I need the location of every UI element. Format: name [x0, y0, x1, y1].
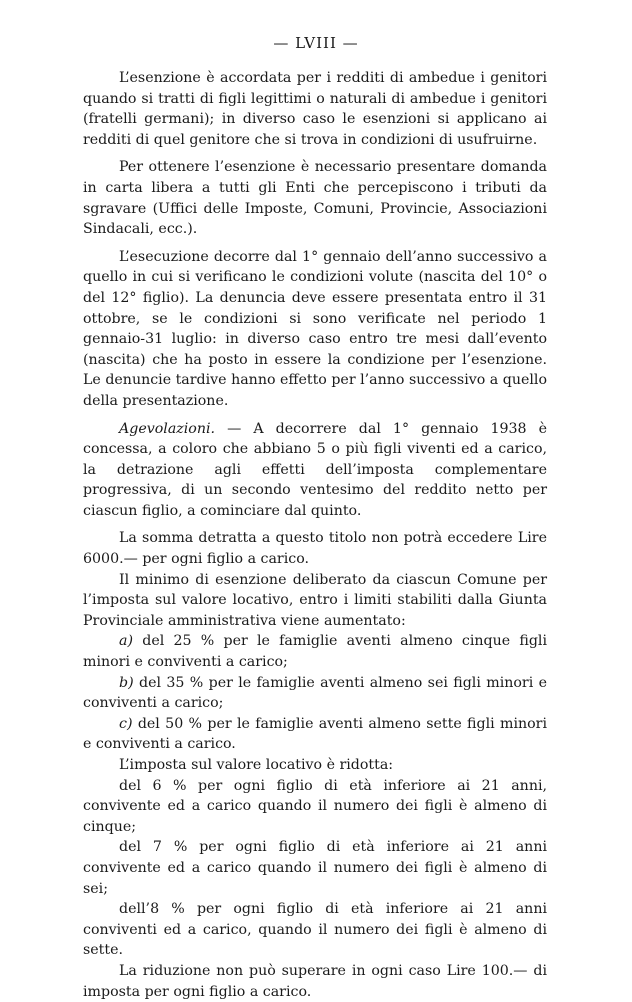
- list-text: del 35 % per le famiglie aventi almeno sei figli minori e conviventi a carico;: [83, 674, 547, 712]
- reduction-item: del 6 % per ogni figlio di età inferiore ai 21 anni, convivente ed a carico quando il numero dei figli è almeno di cinque;: [83, 777, 547, 835]
- paragraph: Per ottenere l’esenzione è necessario presentare domanda in carta libera a tutti gli Enti che percepiscono i tributi da sgravare (Uffici delle Imposte, Comuni, Provincie, Associazioni Sindacali, ecc.).: [83, 159, 547, 238]
- list-text: del 25 % per le famiglie aventi almeno cinque figli minori e conviventi a carico;: [83, 633, 547, 671]
- paragraph: [83, 419, 547, 522]
- section-lead: Agevolazioni.: [119, 420, 216, 437]
- list-label: b): [119, 674, 134, 691]
- list-item: [83, 673, 547, 714]
- list-text: del 50 % per le famiglie aventi almeno sette figli minori e conviventi a carico.: [83, 715, 547, 753]
- section-lead-text: — A decorrere dal 1° gennaio 1938 è concessa, a coloro che abbiano 5 o più figli viventi ed a carico, la detrazione agli effetti dell’imposta complementare progressiva, di un secondo ventesimo del reddito netto per ciascun figlio, a cominciare dal quinto.: [83, 420, 547, 519]
- body-text: [83, 68, 547, 1002]
- list-label: a): [119, 633, 133, 650]
- paragraph: L’esenzione è accordata per i redditi di ambedue i genitori quando si tratti di figli legittimi o naturali di ambedue i genitori (fratelli germani); in diverso caso le esenzioni si applicano ai redditi di quel genitore che si trova in condizioni di usufruirne.: [83, 70, 547, 148]
- page-number-header: — LVIII —: [273, 34, 359, 52]
- list-label: c): [119, 715, 133, 732]
- paragraph: L’esecuzione decorre dal 1° gennaio dell’anno successivo a quello in cui si verificano le condizioni volute (nascita del 10° o del 12° figlio). La denuncia deve essere presentata entro il 31 ottobre, se le condizioni si sono verificate nel periodo 1 gennaio-31 luglio: in diverso caso entro tre mesi dall’evento (nascita) che ha posto in essere la condizione per l’esenzione. Le denuncie tardive hanno effetto per l’anno successivo a quello della presentazione.: [83, 248, 548, 409]
- paragraph: L’imposta sul valore locativo è ridotta:: [119, 757, 394, 773]
- paragraph: La riduzione non può superare in ogni caso Lire 100.— di imposta per ogni figlio a carico.: [83, 962, 547, 1000]
- paragraph: La somma detratta a questo titolo non potrà eccedere Lire 6000.— per ogni figlio a carico.: [83, 530, 547, 568]
- paragraph: Il minimo di esenzione deliberato da ciascun Comune per l’imposta sul valore locativo, entro i limiti stabiliti dalla Giunta Provinciale amministrativa viene aumentato:: [83, 571, 547, 629]
- reduction-item: dell’8 % per ogni figlio di età inferiore ai 21 anni conviventi ed a carico, quando il numero dei figli è almeno di sette.: [83, 901, 547, 959]
- list-item: [83, 714, 547, 755]
- reduction-item: del 7 % per ogni figlio di età inferiore ai 21 anni convivente ed a carico quando il numero dei figli è almeno di sei;: [83, 839, 547, 897]
- list-item: [83, 631, 547, 672]
